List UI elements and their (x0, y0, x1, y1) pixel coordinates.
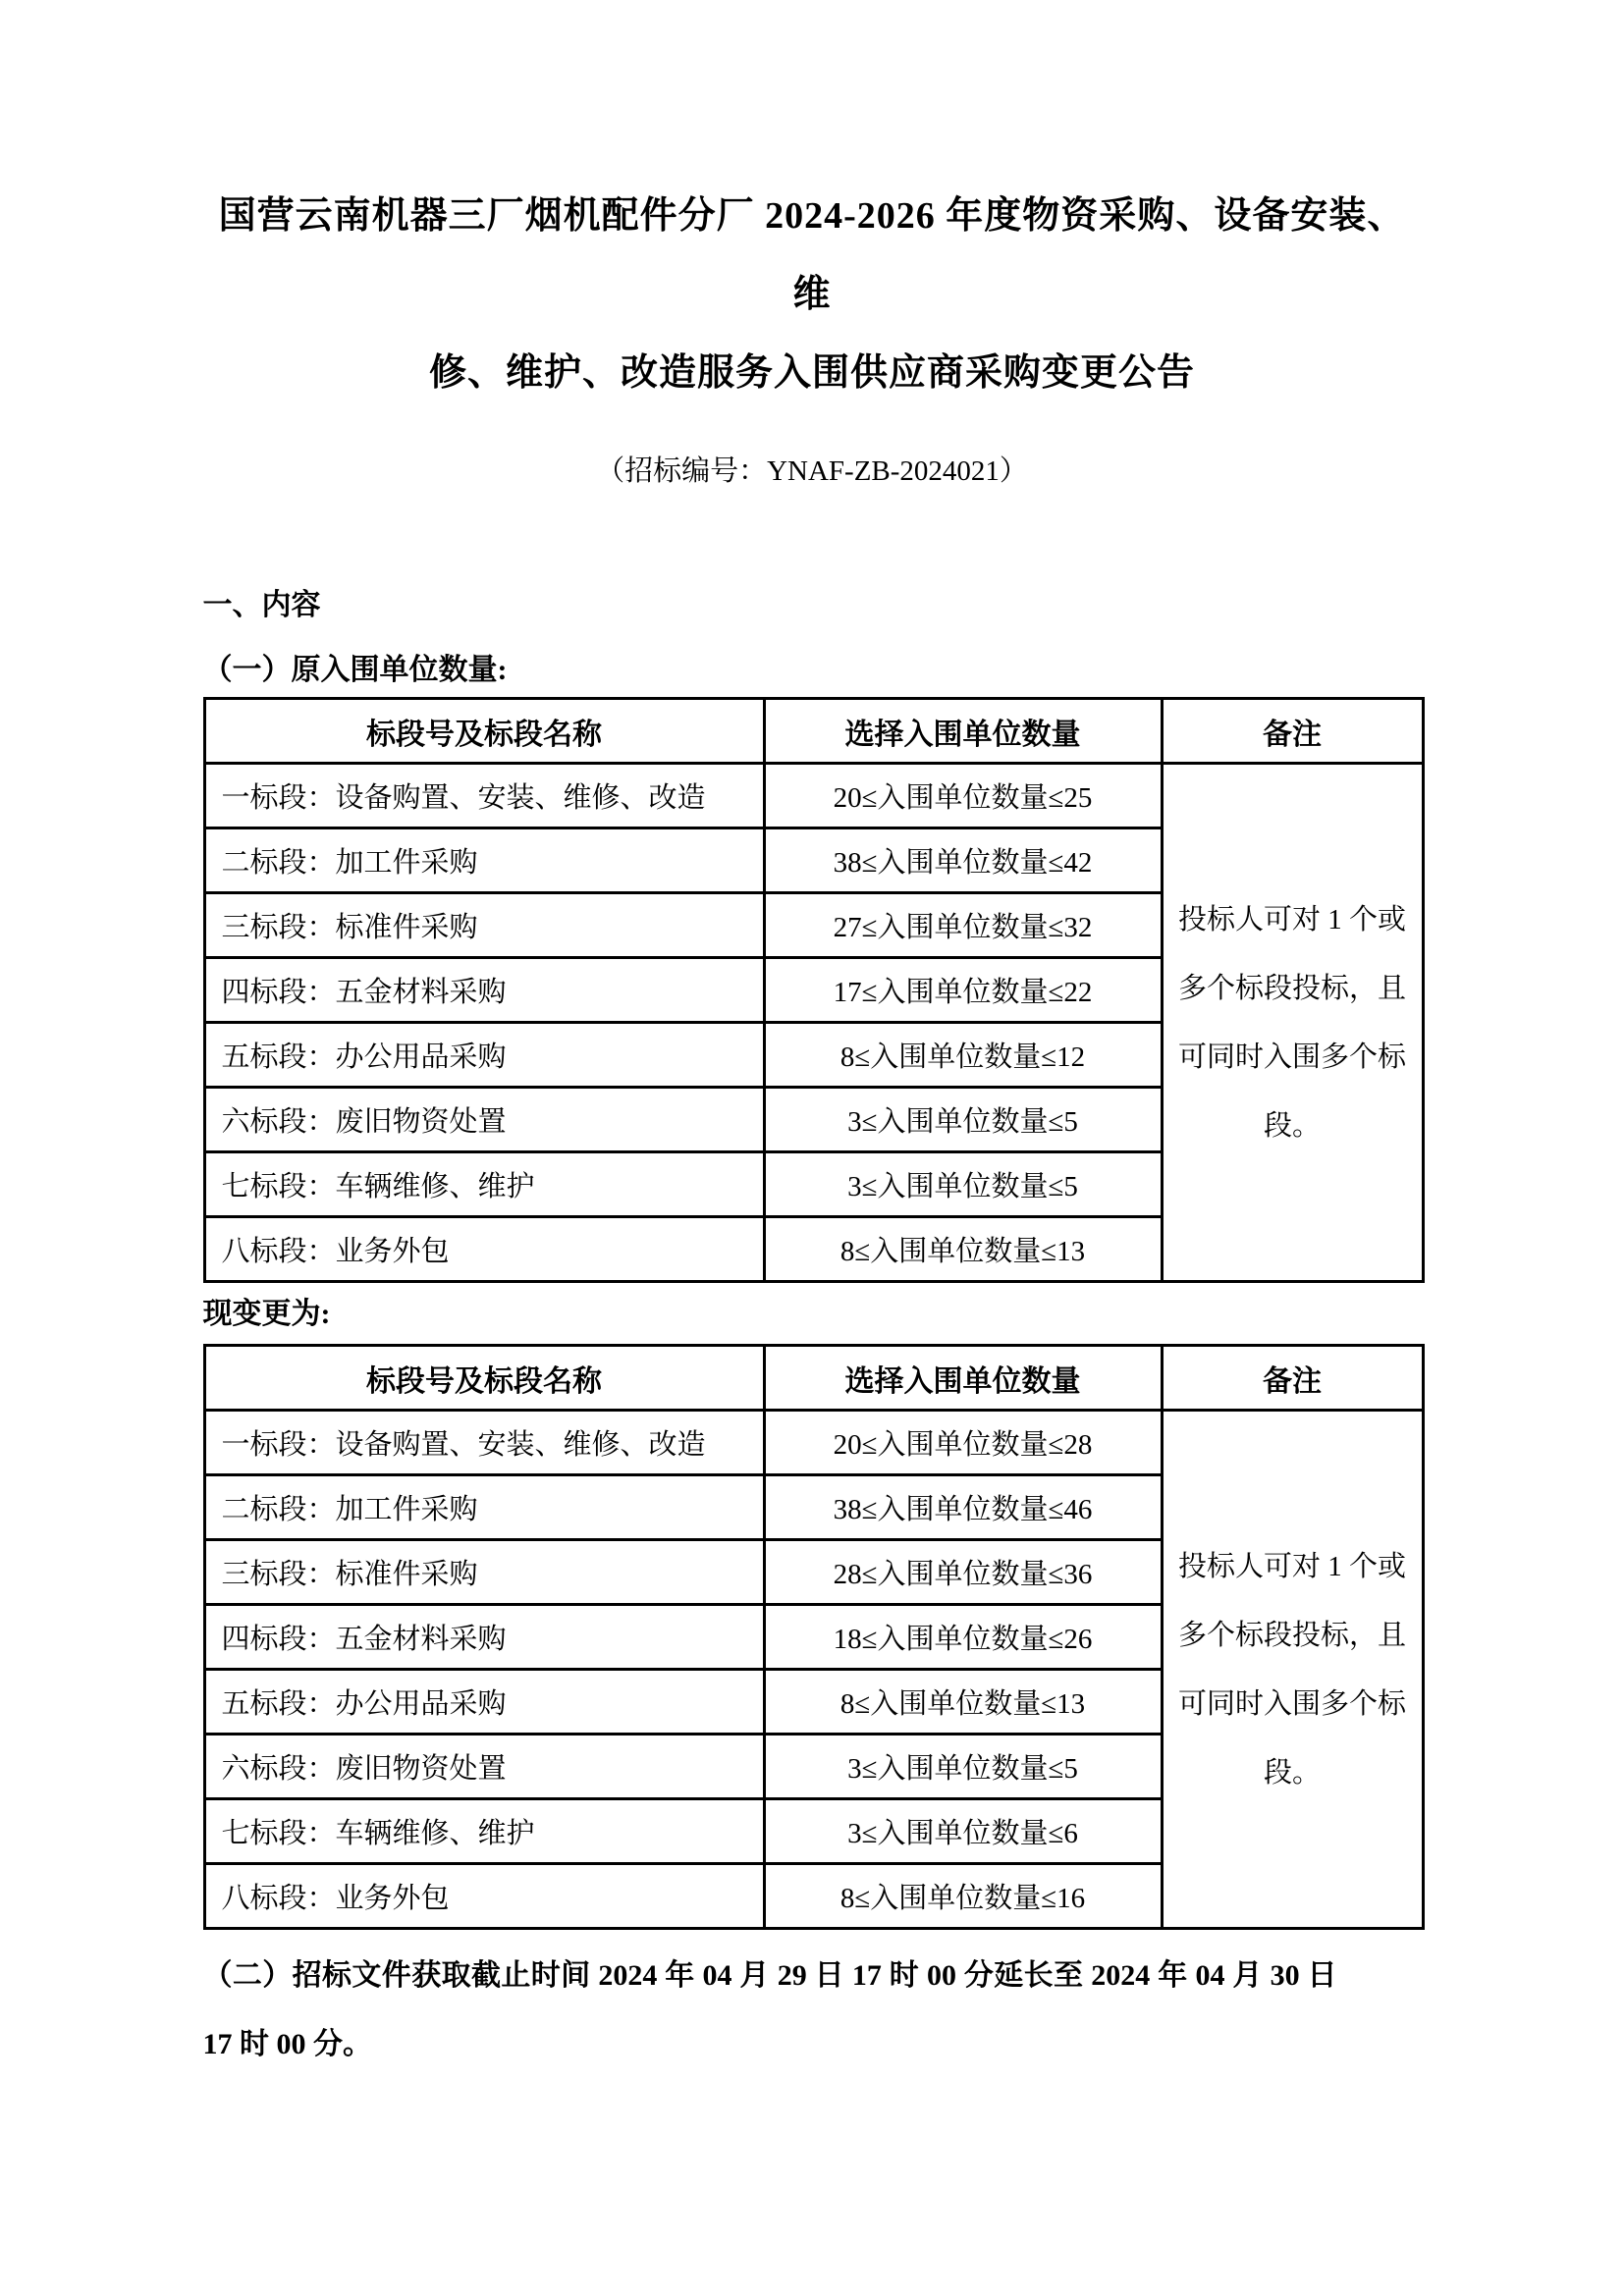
section-name-cell: 七标段：车辆维修、维护 (204, 1799, 764, 1864)
section-name-cell: 三标段：标准件采购 (204, 1540, 764, 1605)
page-content (203, 177, 1422, 2079)
column-header-section: 标段号及标段名称 (204, 699, 764, 764)
subsection-paragraph-deadline-extension: （二）招标文件获取截止时间 2024 年 04 月 29 日 17 时 00 分延长至 2024 年 04 月 30 日 17 时 00 分。 (202, 1959, 1337, 2060)
section-name-cell: 一标段：设备购置、安装、维修、改造 (204, 1411, 764, 1475)
column-header-section: 标段号及标段名称 (204, 1346, 764, 1411)
section-name-cell: 四标段：五金材料采购 (204, 958, 764, 1023)
quantity-cell: 8≤入围单位数量≤13 (764, 1217, 1162, 1282)
quantity-cell: 17≤入围单位数量≤22 (764, 958, 1162, 1023)
section-name-cell: 七标段：车辆维修、维护 (204, 1152, 764, 1217)
changed-quantity-table (203, 1344, 1425, 1930)
section-name-cell: 八标段：业务外包 (204, 1864, 764, 1929)
table-header-row (204, 1346, 1423, 1411)
quantity-cell: 38≤入围单位数量≤42 (764, 828, 1162, 893)
quantity-cell: 20≤入围单位数量≤25 (764, 764, 1162, 828)
remark-cell: 投标人可对 1 个或多个标段投标，且可同时入围多个标段。 (1162, 764, 1423, 1282)
quantity-cell: 3≤入围单位数量≤5 (764, 1735, 1162, 1799)
section-name-cell: 五标段：办公用品采购 (204, 1670, 764, 1735)
section-name-cell: 二标段：加工件采购 (204, 828, 764, 893)
quantity-cell: 28≤入围单位数量≤36 (764, 1540, 1162, 1605)
quantity-cell: 3≤入围单位数量≤5 (764, 1088, 1162, 1152)
section-name-cell: 六标段：废旧物资处置 (204, 1735, 764, 1799)
section-name-cell: 一标段：设备购置、安装、维修、改造 (204, 764, 764, 828)
original-quantity-table (203, 697, 1425, 1283)
table-row (204, 764, 1423, 828)
quantity-cell: 27≤入围单位数量≤32 (764, 893, 1162, 958)
document-title-line-2: 修、维护、改造服务入围供应商采购变更公告 (428, 352, 1195, 394)
section-name-cell: 二标段：加工件采购 (204, 1475, 764, 1540)
quantity-cell: 3≤入围单位数量≤6 (764, 1799, 1162, 1864)
column-header-remark: 备注 (1162, 699, 1423, 764)
column-header-quantity: 选择入围单位数量 (764, 1346, 1162, 1411)
quantity-cell: 3≤入围单位数量≤5 (764, 1152, 1162, 1217)
document-title (203, 177, 1422, 412)
section-name-cell: 六标段：废旧物资处置 (204, 1088, 764, 1152)
tender-number: （招标编号：YNAF-ZB-2024021） (596, 455, 1028, 487)
quantity-cell: 8≤入围单位数量≤13 (764, 1670, 1162, 1735)
change-note: 现变更为: (202, 1298, 331, 1330)
column-header-quantity: 选择入围单位数量 (764, 699, 1162, 764)
table-row (204, 1411, 1423, 1475)
quantity-cell: 38≤入围单位数量≤46 (764, 1475, 1162, 1540)
column-header-remark: 备注 (1162, 1346, 1423, 1411)
quantity-cell: 20≤入围单位数量≤28 (764, 1411, 1162, 1475)
remark-cell: 投标人可对 1 个或多个标段投标，且可同时入围多个标段。 (1162, 1411, 1423, 1929)
table-header-row (204, 699, 1423, 764)
section-name-cell: 三标段：标准件采购 (204, 893, 764, 958)
subsection-heading-original-quantity: （一）原入围单位数量: (202, 654, 508, 686)
section-heading-content: 一、内容 (202, 589, 321, 621)
document-title-line-1: 国营云南机器三厂烟机配件分厂 2024-2026 年度物资采购、设备安装、维 (218, 195, 1406, 315)
quantity-cell: 8≤入围单位数量≤12 (764, 1023, 1162, 1088)
quantity-cell: 18≤入围单位数量≤26 (764, 1605, 1162, 1670)
quantity-cell: 8≤入围单位数量≤16 (764, 1864, 1162, 1929)
section-name-cell: 四标段：五金材料采购 (204, 1605, 764, 1670)
section-name-cell: 五标段：办公用品采购 (204, 1023, 764, 1088)
section-name-cell: 八标段：业务外包 (204, 1217, 764, 1282)
